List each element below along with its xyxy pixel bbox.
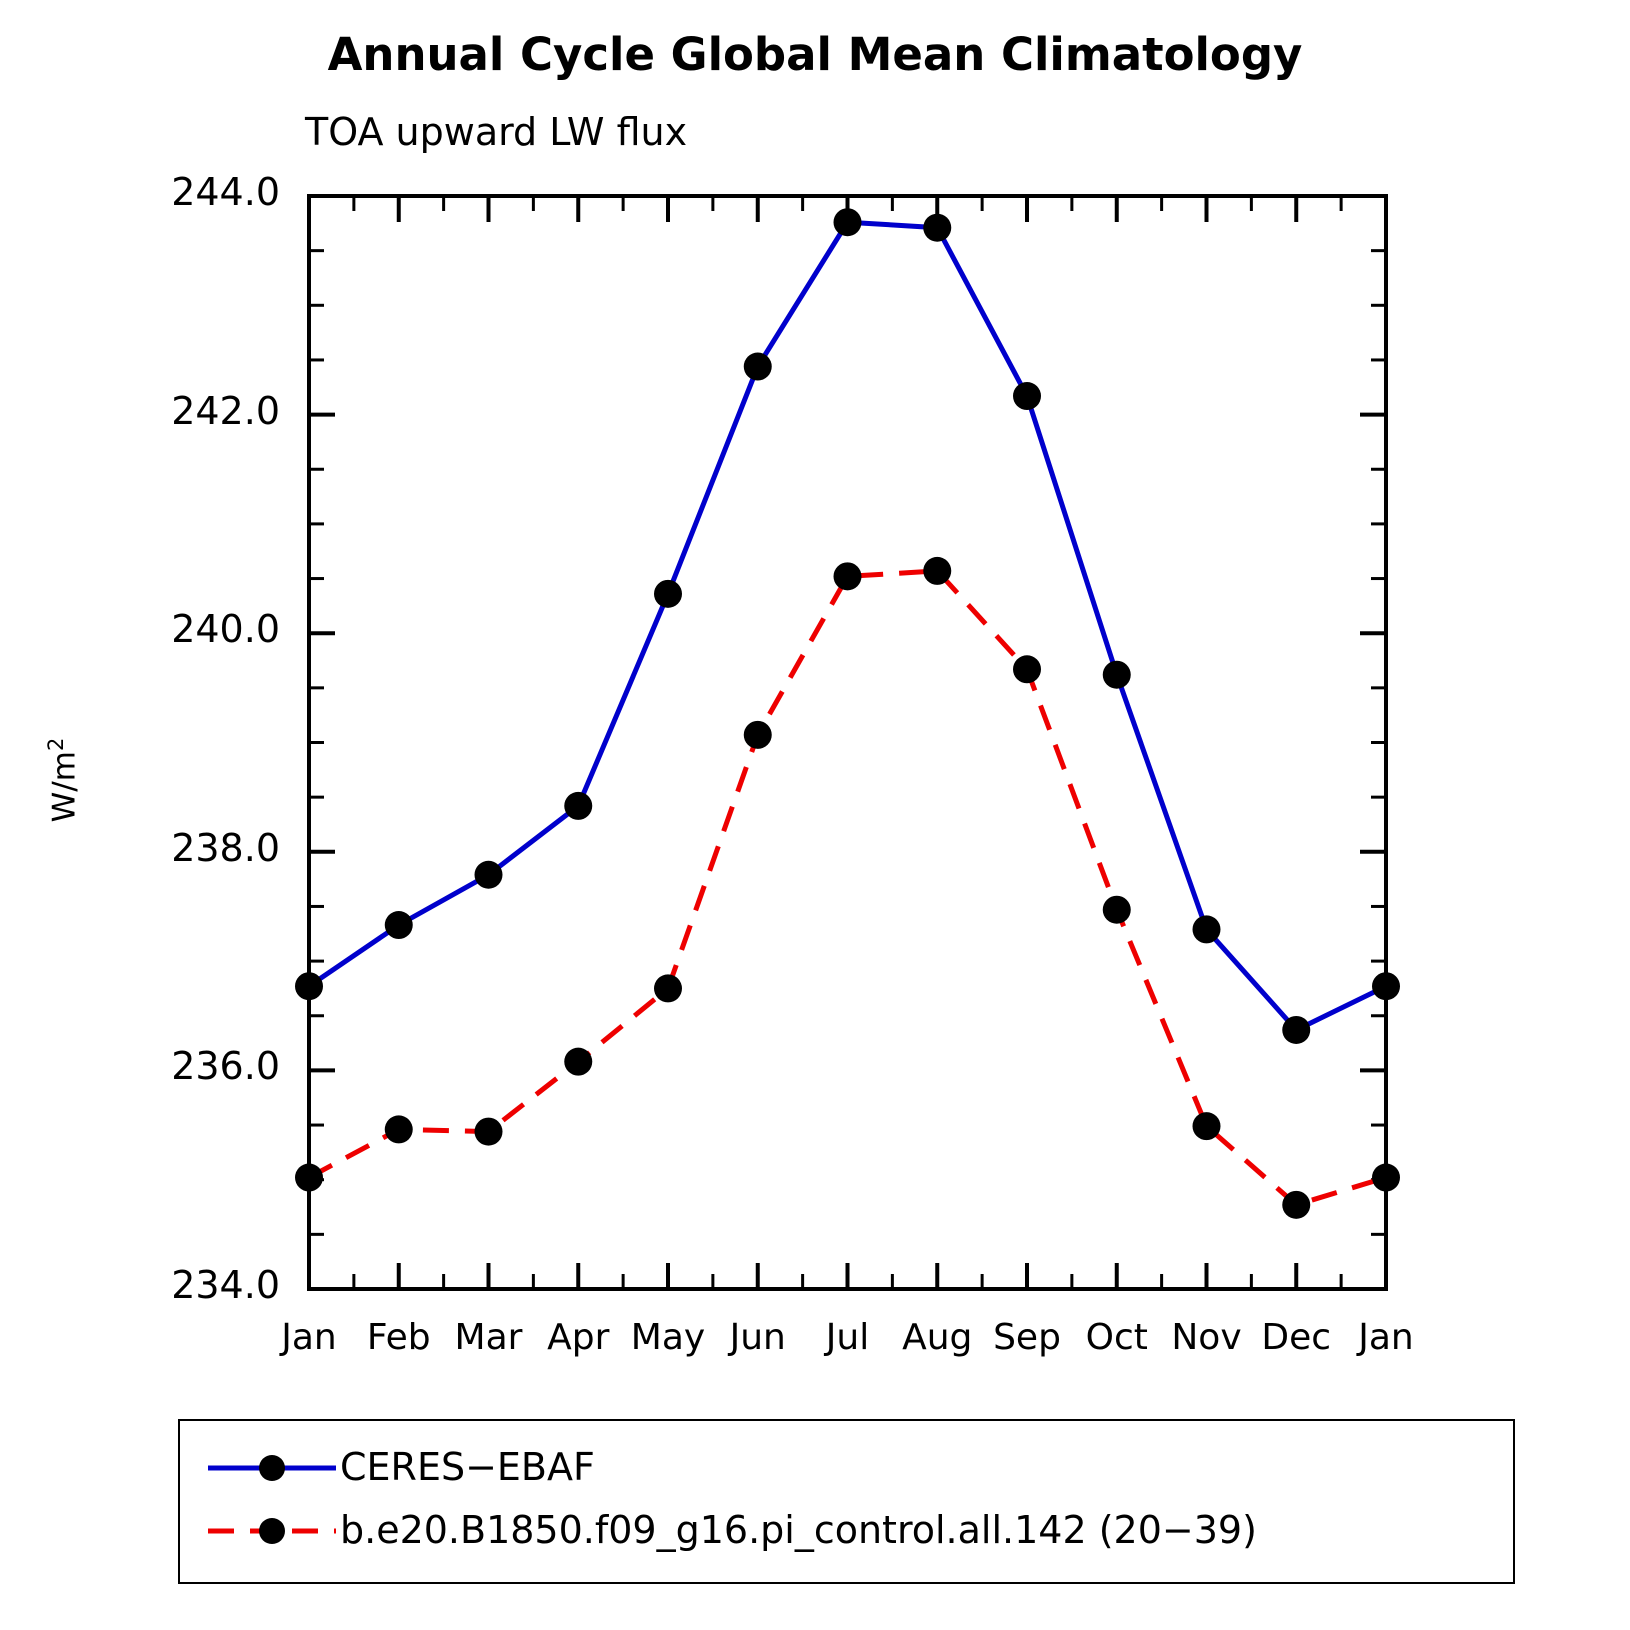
chart-subtitle: TOA upward LW flux (305, 110, 688, 154)
series-1-point-8 (1013, 655, 1041, 683)
x-tick-label-12: Jan (1358, 1317, 1414, 1358)
series-0-point-3 (564, 792, 592, 820)
y-tick-label-3: 240.0 (171, 607, 280, 652)
x-tick-label-5: Jun (729, 1317, 786, 1358)
series-1-point-5 (744, 721, 772, 749)
series-0-point-8 (1013, 382, 1041, 410)
y-tick-label-5: 244.0 (171, 170, 280, 214)
x-tick-label-4: May (630, 1317, 706, 1358)
series-1-point-1 (385, 1115, 413, 1143)
series-0-point-1 (385, 911, 413, 939)
series-1-point-9 (1103, 896, 1131, 924)
series-0-point-6 (834, 208, 862, 236)
series-0-point-5 (744, 353, 772, 381)
x-tick-label-7: Aug (902, 1317, 973, 1358)
x-tick-label-10: Nov (1171, 1317, 1242, 1358)
series-layer (295, 208, 1400, 1219)
x-tick-label-3: Apr (547, 1317, 610, 1358)
series-0-point-0 (295, 972, 323, 1000)
axes-frame (309, 196, 1386, 1289)
legend (178, 1419, 1515, 1584)
x-tick-label-9: Oct (1085, 1317, 1148, 1358)
legend-entry-1-label: b.e20.B1850.f09_g16.pi_control.all.142 (20−39) (340, 1508, 1257, 1552)
series-1-point-0 (295, 1164, 323, 1192)
series-1-point-6 (834, 562, 862, 590)
series-0-point-7 (923, 214, 951, 242)
legend-entry-0-label: CERES−EBAF (340, 1445, 595, 1489)
series-0-point-4 (654, 580, 682, 608)
series-0-point-9 (1103, 661, 1131, 689)
x-tick-label-0: Jan (281, 1317, 337, 1358)
y-tick-label-1: 236.0 (171, 1044, 280, 1089)
y-tick-label-0: 234.0 (171, 1263, 280, 1307)
x-tick-label-2: Mar (454, 1317, 523, 1358)
series-1-point-3 (564, 1048, 592, 1076)
series-1-point-4 (654, 974, 682, 1002)
y-axis-label: $W/m^2$ (44, 737, 83, 823)
series-1-point-7 (923, 557, 951, 585)
y-tick-label-2: 238.0 (171, 825, 280, 870)
series-line-0 (309, 222, 1386, 1030)
series-1-point-11 (1282, 1191, 1310, 1219)
chart-title: Annual Cycle Global Mean Climatology (327, 28, 1303, 81)
y-tick-label-4: 242.0 (171, 388, 280, 433)
series-0-point-10 (1193, 915, 1221, 943)
series-1-point-10 (1193, 1112, 1221, 1140)
axis-ticks (309, 196, 1386, 1289)
series-0-point-12 (1372, 972, 1400, 1000)
series-0-point-11 (1282, 1016, 1310, 1044)
x-tick-label-8: Sep (993, 1317, 1061, 1358)
series-0-point-2 (475, 861, 503, 889)
x-tick-label-11: Dec (1261, 1317, 1332, 1358)
series-1-point-12 (1372, 1164, 1400, 1192)
x-tick-label-6: Jul (825, 1317, 870, 1358)
series-line-1 (309, 571, 1386, 1205)
x-tick-label-1: Feb (366, 1317, 431, 1358)
series-1-point-2 (475, 1118, 503, 1146)
